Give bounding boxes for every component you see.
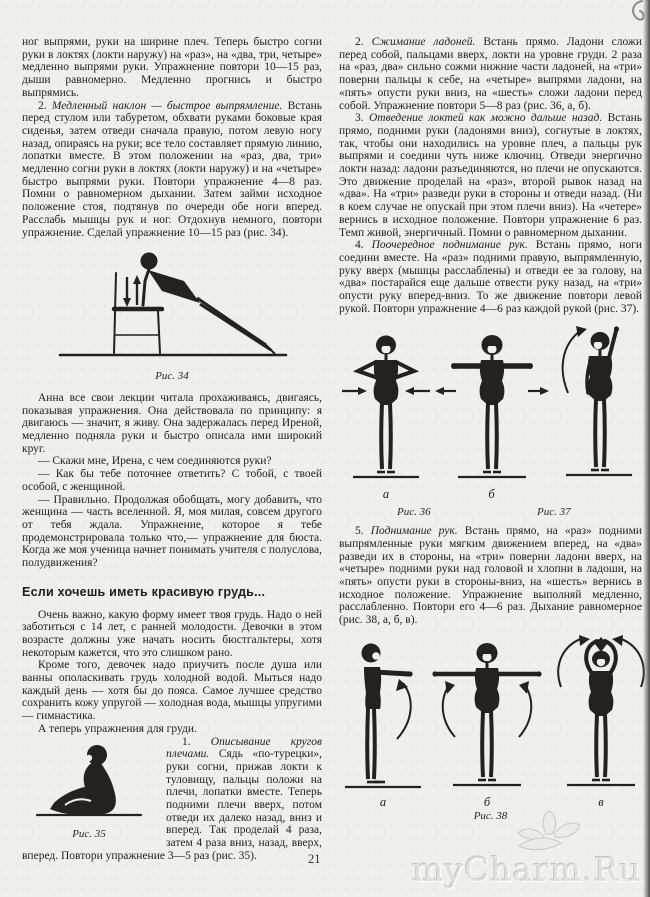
paragraph-importance: Очень важно, какую форму имеет твоя грудь. Надо о ней заботиться с 14 лет, с ранней молодости. Девочки в этом возрасте должны уже начать носить бюстгальтеры, хотя некоторым кажется, что это слишком рано. [22,608,322,659]
watermark-text: myCharm.Ru [412,850,642,889]
figure-34-caption: Рис. 34 [155,369,189,382]
figure-36b-label: б [488,487,495,502]
figure-36b [434,333,550,501]
figure-35 [22,742,156,842]
figure-38b-label: б [483,794,491,809]
exercise-5-arm-raising: 5. Поднимание рук. Встань прямо, на «раз» подними выпрямленные руки мягким движением вперед, на «два» разведи их в стороны, на «три» поверни ладони вверх, на «четыре» подними руки над головой и хлопни в ладоши, на «пять» опусти руки в стороны-вниз, на «шесть» вернись в исходное положение. Упражнение выполняй медленно, расслабленно. Повтори его 4—6 раз. Дыхание равномерное (рис. 38, а, б, в). [339,525,643,627]
scan-edge-shadow [643,0,650,897]
figure-38a-label: а [379,794,387,809]
paragraph-now-exercises: А теперь упражнения для груди. [38,722,197,735]
paragraph-cold-water: Кроме того, девочек надо приучить после душа или ванны ополаскивать грудь холодной водой. Мыться надо каждый день — хотя бы до пояса. Самое лучшее средство сохранить кожу упругой — холодная вода, мышцы упругими — гимнастика. [22,659,322,723]
sitting-cross-legged-illustration [33,742,145,822]
figure-38a [341,641,425,809]
figure-38-caption: Рис. 38 [473,809,508,822]
exercise-1-with-figure [22,736,322,863]
figure-36a [341,333,431,501]
scanned-book-page [22,36,642,897]
left-column [22,36,322,863]
figure-37-caption: Рис. 37 [537,506,571,519]
figure-34 [22,247,322,383]
front-arms-sideways-illustration [425,641,549,791]
section-heading-beautiful-chest: Если хочешь иметь красивую грудь... [22,584,266,599]
anna-paragraph: Анна все свои лекции читала прохаживаясь, двигаясь, показывая упражнения. Она действовала по принципу: я двигаюсь — значит, я живу. Она задержалась перед Иреной, медленно подняла руки и быстро описала ими широкий круг. [22,391,322,455]
figure-row-36-37 [341,323,638,501]
exercise-4-alternate-arm-raise: 4. Поочередное поднимание рук. Встань прямо, ноги соедини вместе. На «раз» подними правую, выпрямленную, руку вверх (мышцы расслаблены) и отведи ее за голову, на «два» постарайся еще дальше отвести руку назад, на «три» опусти руку вперед-вниз. То же движение повтори левой рукой. Повтори упражнение 4—6 раз каждой рукой (рис. 37). [339,239,643,315]
dialog-line-3: — Правильно. Продолжая обобщать, могу добавить, что женщина — часть вселенной. Я, моя милая, совсем другого от тебя ждала. Упражнение, которое я тебе продемонстрировала только что,— упражнение для бюста. Когда же моя ученица начнет понимать учителя с полуслова, полудвижения? [22,493,322,570]
dialog-line-2: — Как бы тебе поточнее ответить? С тобой, с твоей особой, с женщиной. [22,468,322,493]
captions-36-37 [339,503,642,518]
exercise-2-slow-bend: 2. Медленный наклон — быстрое выпрямление. Встань перед стулом или табуретом, обхвати руками боковые края сиденья, затем отведи сначала правую, потом левую ногу назад, опираясь на руки; все тело составляет прямую линию, лопатки вместе. В этом положении на «раз, два, три» медленно согни руки в локтях (локти наружу) и на «четыре» быстро выпрями руки. Повтори упражнение 4—8 раз. Помни о равномерном дыхании. Затем займи исходное положение стоя, подтянув по очереди обе ноги вперед. Расслабь мышцы рук и ног. Отдохнув немного, повтори упражнение. Сделай упражнение 10—15 раз (рис. 34). [22,99,323,239]
scan-corner-artifact [626,0,646,31]
figure-38v-label: в [598,794,604,809]
figure-38b [425,641,549,809]
arms-overhead-clap-illustration [549,635,650,791]
dialog-line-1: — Скажи мне, Ирена, с чем соединяются руки? [38,455,272,468]
watermark [412,829,644,891]
side-arms-forward-illustration [341,641,425,791]
curved-up-arrow-icon [563,326,587,393]
standing-forearms-bar-illustration [434,333,550,483]
figure-36-caption: Рис. 36 [397,506,431,519]
right-column [339,36,642,863]
two-column-layout [22,36,642,863]
figure-37-cell [552,323,638,501]
exercise-2-palm-press: 2. Сжимание ладоней. Встань прямо. Ладони сложи перед собой, пальцами вверх, локти на уровне груди. 2 раза на «раз, два» сильно сожми нижние части ладоней, на «три» поверни пальцы к себе, на «четыре» выпрями ладони, на «пять» опусти руки вниз, на «шесть» сложи ладони перед собой. Упражнение повтори 5—8 раз (рис. 36, а, б). [339,36,643,112]
curved-up-arrow-icon [396,679,411,739]
standing-palms-pressed-illustration [341,333,431,483]
figure-row-38 [341,635,638,809]
standing-arm-raised-illustration [552,323,638,483]
paragraph-continuation: ног выпрями, руки на ширине плеч. Теперь быстро согни руки в локтях (локти наружу) на «раз», на «два, три, четыре» медленно выпрями руки. Упражнение повтори 10—15 раз, дыши равномерно. Медленно прогнись и быстро выпрямись. [22,36,322,99]
figure-35-caption: Рис. 35 [72,828,106,841]
chair-pushup-illustration [48,247,296,363]
figure-36a-label: а [382,487,390,502]
page-number: 21 [308,852,321,866]
up-down-arrows-icon [123,275,141,307]
exercise-1-shoulder-circles: 1. Описывание кругов плечами. Сядь «по-турецки», руки согни, прижав локти к туловищу, пальцы положи на плечи, лопатки вместе. Теперь подними плечи вверх, потом отведи их далеко назад, вниз и вперед. Так проделай 4 раза, затем 4 раза вниз, назад, вверх, вперед. Повтори упражнение 3—5 раз (рис. 35). [22,735,323,862]
figure-38v [549,635,650,809]
exercise-3-elbows-back: 3. Отведение локтей как можно дальше назад. Встань прямо, подними руки (ладонями вниз), согнутые в локтях, так, чтобы они находились на уровне плеч, а пальцы рук выпрями и соедини чуть ниже ключиц. Отведи энергично локти назад: ладони разъединяются, но плечи не опускаются. Это движение проделай на «раз», второй рывок назад на «два». На «три» разведи руки в стороны и отведи назад. (Ни в коем случае не опускай при этом плечи вниз). На «четере» вернись в исходное положение. Повтори упражнение 6 раз. Темп живой, энергичный. Помни о равномерном дыхании. [339,112,643,239]
